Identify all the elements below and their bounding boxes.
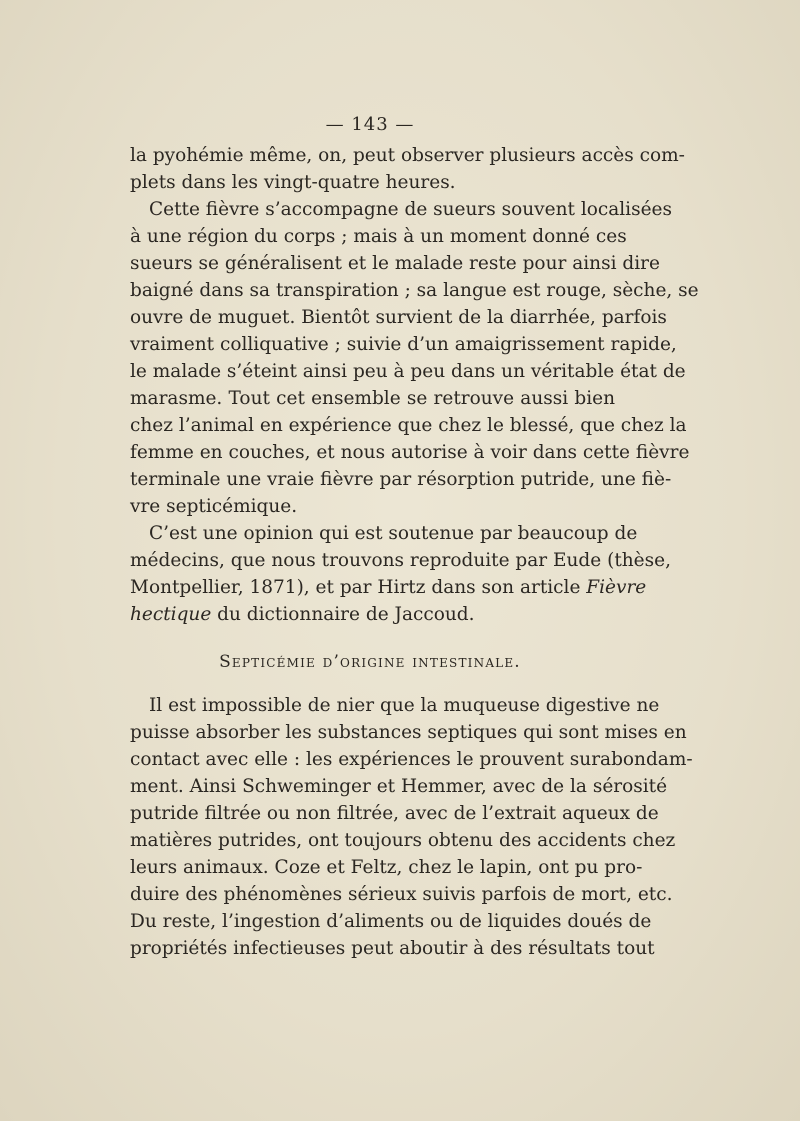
text-line: baigné dans sa transpiration ; sa langue est rouge, sèche, se bbox=[130, 280, 699, 301]
text-line: vre septicémique. bbox=[130, 496, 298, 517]
text-line: propriétés infectieuses peut aboutir à des résultats tout bbox=[130, 938, 655, 959]
text-line: marasme. Tout cet ensemble se retrouve aussi bien bbox=[130, 388, 615, 409]
text-line: plets dans les vingt-quatre heures. bbox=[130, 172, 456, 193]
text-line: femme en couches, et nous autorise à voir dans cette fièvre bbox=[130, 442, 690, 463]
text-line: leurs animaux. Coze et Feltz, chez le lapin, ont pu pro- bbox=[130, 857, 643, 878]
text-block-lower bbox=[130, 692, 693, 962]
text-line: duire des phénomènes sérieux suivis parfois de mort, etc. bbox=[130, 884, 673, 905]
text-line: ouvre de muguet. Bientôt survient de la diarrhée, parfois bbox=[130, 307, 667, 328]
text-line: le malade s’éteint ainsi peu à peu dans un véritable état de bbox=[130, 361, 686, 382]
text-line bbox=[130, 601, 615, 628]
text-line: Il est impossible de nier que la muqueuse digestive ne bbox=[149, 695, 660, 716]
text-line: chez l’animal en expérience que chez le blessé, que chez la bbox=[130, 415, 687, 436]
italic-term: Fièvre bbox=[586, 577, 647, 598]
text-line: puisse absorber les substances septiques qui sont mises en bbox=[130, 722, 687, 743]
text-line: médecins, que nous trouvons reproduite par Eude (thèse, bbox=[130, 550, 671, 571]
section-heading: Septicémie d’origine intestinale. bbox=[219, 652, 521, 672]
text-line: matières putrides, ont toujours obtenu des accidents chez bbox=[130, 830, 676, 851]
text-line: à une région du corps ; mais à un moment donné ces bbox=[130, 226, 627, 247]
text-line: Du reste, l’ingestion d’aliments ou de liquides doués de bbox=[130, 911, 652, 932]
text-line: terminale une vraie fièvre par résorption putride, une fiè- bbox=[130, 469, 672, 490]
text-line: sueurs se généralisent et le malade reste pour ainsi dire bbox=[130, 253, 660, 274]
text-block-upper bbox=[130, 142, 699, 628]
text-line: contact avec elle : les expériences le prouvent surabondam- bbox=[130, 749, 693, 770]
text-line: vraiment colliquative ; suivie d’un amaigrissement rapide, bbox=[130, 334, 677, 355]
page-number: — 143 — bbox=[325, 114, 415, 135]
text-line: C’est une opinion qui est soutenue par beaucoup de bbox=[149, 523, 638, 544]
text-segment: Montpellier, 1871), et par Hirtz dans son article bbox=[130, 577, 581, 598]
text-line bbox=[130, 574, 647, 601]
text-line: Cette fièvre s’accompagne de sueurs souvent localisées bbox=[149, 199, 672, 220]
text-line: putride filtrée ou non filtrée, avec de l’extrait aqueux de bbox=[130, 803, 659, 824]
text-line: ment. Ainsi Schweminger et Hemmer, avec de la sérosité bbox=[130, 776, 668, 797]
text-line: la pyohémie même, on, peut observer plusieurs accès com- bbox=[130, 145, 685, 166]
text-segment: du dictionnaire de Jaccoud. bbox=[211, 604, 475, 625]
italic-term: hectique bbox=[130, 604, 212, 625]
